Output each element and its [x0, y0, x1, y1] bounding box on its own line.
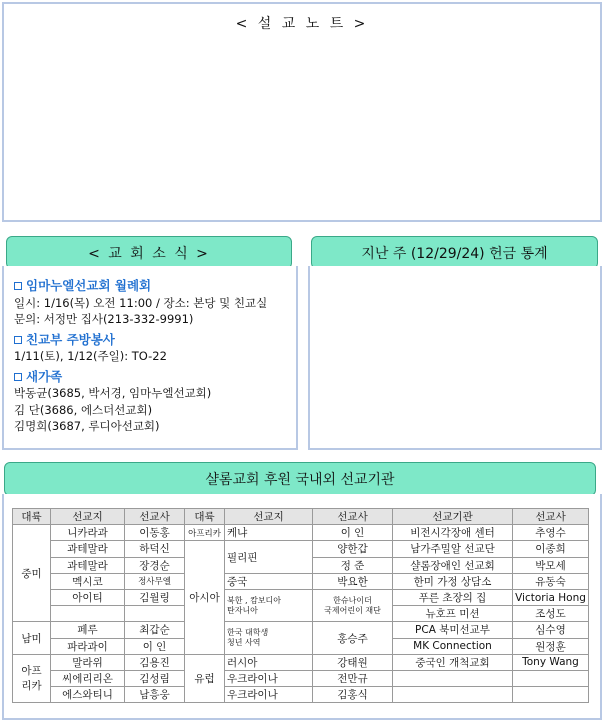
organization: 중국인 개척교회: [393, 654, 513, 670]
checkbox-square-icon: [14, 282, 22, 290]
table-row: [13, 573, 589, 589]
continent-cell: 아프리카: [185, 525, 225, 541]
news-heading: 새가족: [14, 369, 294, 386]
news-line: 1/11(토), 1/12(주일): TO-22: [14, 349, 167, 363]
news-line: 일시: 1/16(목) 오전 11:00 / 장소: 본당 및 친교실: [14, 295, 268, 310]
mission-field: 우크라이나: [225, 687, 313, 703]
missionary: 하덕신: [125, 541, 185, 557]
missions-header: [4, 462, 596, 496]
missionary: 최갑순: [125, 622, 185, 638]
missionary: 유동숙: [513, 573, 589, 589]
mission-field: 한국 대학생 청년 사역: [225, 622, 313, 654]
mission-field: 중국: [225, 573, 313, 589]
table-row: [13, 525, 589, 541]
mission-field: 에스와티니: [51, 687, 125, 703]
mission-field: 러시아: [225, 654, 313, 670]
mission-field: 과테말라: [51, 557, 125, 573]
header-cell: 선교사: [513, 509, 589, 525]
missionary: [513, 687, 589, 703]
missionary: 정 준: [313, 557, 393, 573]
news-line: 김명희(3687, 루디아선교회): [14, 419, 160, 433]
church-news-header: [6, 236, 292, 269]
mission-field: 페루: [51, 622, 125, 638]
header-cell: 대륙: [13, 509, 51, 525]
table-row: [13, 541, 589, 557]
missionary: 강태원: [313, 654, 393, 670]
missionary: 전만규: [313, 670, 393, 686]
news-line: 김 단(3686, 에스더선교회): [14, 402, 153, 417]
missionary: Victoria Hong: [513, 589, 589, 605]
header-cell: 선교사: [313, 509, 393, 525]
continent-cell: 아시아: [185, 541, 225, 654]
mission-field: [51, 606, 125, 622]
organization: 남가주밀알 선교단: [393, 541, 513, 557]
header-cell: 대륙: [185, 509, 225, 525]
missionary: 한슈나이더 국제어린이 재단: [313, 589, 393, 621]
table-row: [13, 670, 589, 686]
organization: [393, 687, 513, 703]
missionary: Tony Wang: [513, 654, 589, 670]
missionary: [125, 606, 185, 622]
table-row: [13, 687, 589, 703]
mission-field: 우크라이나: [225, 670, 313, 686]
missionary: 박요한: [313, 573, 393, 589]
offering-header: [311, 236, 598, 269]
organization: 푸른 초장의 집: [393, 589, 513, 605]
missionary: 김용진: [125, 654, 185, 670]
table-header-row: [13, 509, 589, 525]
missionary: 정사무엘: [125, 573, 185, 589]
offering-box: [308, 266, 602, 450]
sermon-note-title: < 설 교 노 트 >: [235, 16, 369, 32]
mission-field: 필리핀: [225, 541, 313, 573]
missionary: 양한갑: [313, 541, 393, 557]
sermon-note-box: [2, 2, 602, 222]
organization: 비전시각장애 센터: [393, 525, 513, 541]
mission-field: 케냐: [225, 525, 313, 541]
table-row: [13, 622, 589, 638]
missions-table: [12, 508, 589, 703]
missionary: 김성림: [125, 670, 185, 686]
organization: PCA 북미선교부: [393, 622, 513, 638]
organization: 뉴호프 미션: [393, 606, 513, 622]
organization: MK Connection: [393, 638, 513, 654]
missionary: 박모세: [513, 557, 589, 573]
organization: [393, 670, 513, 686]
table-row: [13, 589, 589, 605]
mission-field: 말라위: [51, 654, 125, 670]
church-news-content: [14, 277, 294, 435]
header-cell: 선교지: [225, 509, 313, 525]
missionary: 김월링: [125, 589, 185, 605]
missionary: 장경순: [125, 557, 185, 573]
missionary: [513, 670, 589, 686]
missionary: 심수영: [513, 622, 589, 638]
missionary: 이동홍: [125, 525, 185, 541]
mission-field: 아이티: [51, 589, 125, 605]
news-heading: 임마누엘선교회 월례회: [14, 278, 294, 295]
checkbox-square-icon: [14, 373, 22, 381]
missionary: 이 인: [125, 638, 185, 654]
continent-cell: 유럽: [185, 654, 225, 703]
missionary: 이종희: [513, 541, 589, 557]
continent-cell: 남미: [13, 622, 51, 654]
offering-title: 지난 주 (12/29/24) 헌금 통계: [361, 245, 548, 262]
organization: 샬롬장애인 선교회: [393, 557, 513, 573]
continent-cell: 중미: [13, 525, 51, 622]
header-cell: 선교기관: [393, 509, 513, 525]
missionary: 추영수: [513, 525, 589, 541]
checkbox-square-icon: [14, 336, 22, 344]
missionary: 이 인: [313, 525, 393, 541]
missionary: 홍승주: [313, 622, 393, 654]
header-cell: 선교사: [125, 509, 185, 525]
mission-field: 북한 , 캄보디아 탄자니아: [225, 589, 313, 621]
continent-cell: 아프 리카: [13, 654, 51, 703]
mission-field: 씨에리리온: [51, 670, 125, 686]
news-line: 박동균(3685, 박서경, 임마누엘선교회): [14, 386, 212, 400]
organization: 한미 가정 상담소: [393, 573, 513, 589]
church-news-title: < 교 회 소 식 >: [88, 245, 210, 262]
header-cell: 선교지: [51, 509, 125, 525]
missionary: 조성도: [513, 606, 589, 622]
missionary: 남흥웅: [125, 687, 185, 703]
missionary: 김홍식: [313, 687, 393, 703]
missionary: 원정훈: [513, 638, 589, 654]
missions-title: 샬롬교회 후원 국내외 선교기관: [205, 472, 395, 488]
mission-field: 파라과이: [51, 638, 125, 654]
mission-field: 과테말라: [51, 541, 125, 557]
mission-field: 멕시코: [51, 573, 125, 589]
news-line: 문의: 서정만 집사(213-332-9991): [14, 312, 194, 326]
mission-field: 니카라과: [51, 525, 125, 541]
news-heading: 친교부 주방봉사: [14, 332, 294, 349]
table-row: [13, 654, 589, 670]
